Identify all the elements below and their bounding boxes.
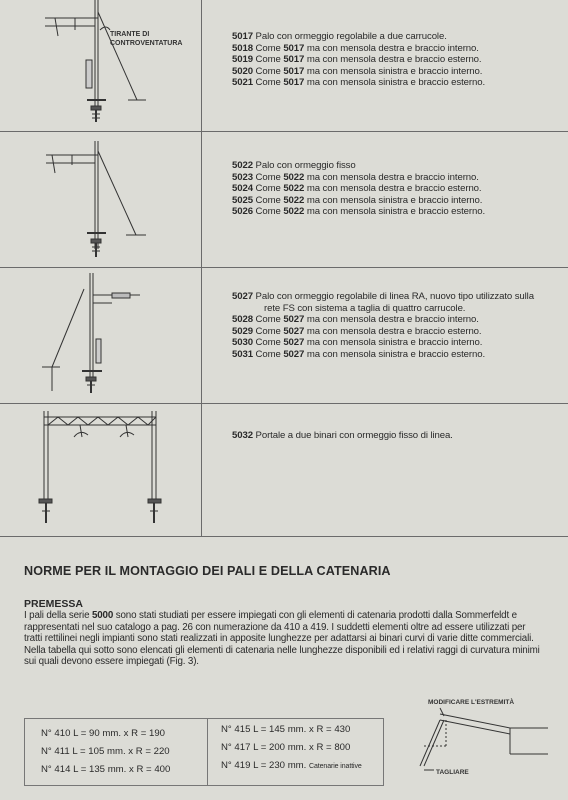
- tie-rod-caption: TIRANTE DI CONTROVENTATURA: [110, 31, 183, 47]
- table-cell: N° 410 L = 90 mm. x R = 190: [41, 728, 165, 739]
- paragraph-line: I pali della serie 5000 sono stati studiati per essere impiegati con gli elementi di catenaria prodotti dalla Sommerfeldt e: [24, 610, 517, 621]
- item-5029: 5029 Come 5027 ma con mensola destra e braccio esterno.: [232, 325, 482, 337]
- inactive-note: Catenarie inattive: [309, 763, 362, 770]
- item-5027-continued: rete FS con sistema a taglia di quattro carrucole.: [264, 302, 466, 314]
- table-divider: [207, 719, 208, 785]
- row-5017-description: [232, 31, 562, 89]
- row-divider: [0, 536, 568, 537]
- column-divider: [201, 0, 202, 536]
- figure-3: [400, 696, 560, 786]
- table-cell: N° 415 L = 145 mm. x R = 430: [221, 724, 351, 735]
- item-5017: 5017 Palo con ormeggio regolabile a due carrucole.: [232, 31, 447, 42]
- item-5020: 5020 Come 5017 ma con mensola sinistra e braccio interno.: [232, 65, 483, 77]
- portal-5032-drawing: [0, 403, 201, 536]
- table-cell: N° 411 L = 105 mm. x R = 220: [41, 746, 170, 757]
- item-5026: 5026 Come 5022 ma con mensola sinistra e braccio esterno.: [232, 206, 486, 218]
- figure-3-drawing: [400, 706, 560, 776]
- catenary-table: [24, 718, 384, 786]
- item-5031: 5031 Come 5027 ma con mensola sinistra e braccio esterno.: [232, 348, 486, 360]
- item-5032: 5032 Portale a due binari con ormeggio fisso di linea.: [232, 430, 453, 441]
- item-5023: 5023 Come 5022 ma con mensola destra e braccio interno.: [232, 171, 479, 183]
- item-5027: 5027 Palo con ormeggio regolabile di linea RA, nuovo tipo utilizzato sulla: [232, 291, 534, 302]
- paragraph-line: sui quali devono essere impiegati (Fig. 3).: [24, 656, 199, 668]
- item-5019: 5019 Come 5017 ma con mensola destra e braccio esterno.: [232, 54, 482, 66]
- row-5022-description: [232, 160, 562, 218]
- row-5032-description: [232, 430, 562, 442]
- figure-label-bottom: TAGLIARE: [436, 769, 469, 776]
- item-5025: 5025 Come 5022 ma con mensola sinistra e braccio interno.: [232, 194, 483, 206]
- table-cell: N° 417 L = 200 mm. x R = 800: [221, 742, 351, 753]
- premessa-paragraph: [24, 610, 559, 668]
- figure-label-top: MODIFICARE L'ESTREMITÀ: [428, 699, 515, 706]
- item-5030: 5030 Come 5027 ma con mensola sinistra e braccio interno.: [232, 337, 483, 349]
- premessa-title: PREMESSA: [24, 598, 83, 610]
- paragraph-line: rappresentati nel suo catalogo a pag. 26 con numerazione da 410 a 419. I suddetti elementi oltre ad essere utilizzati per: [24, 621, 526, 633]
- item-5024: 5024 Come 5022 ma con mensola destra e braccio esterno.: [232, 183, 482, 195]
- section-title: NORME PER IL MONTAGGIO DEI PALI E DELLA CATENARIA: [24, 564, 391, 578]
- pole-5027-drawing: [0, 267, 201, 403]
- item-5018: 5018 Come 5017 ma con mensola destra e braccio interno.: [232, 42, 479, 54]
- pole-5022-drawing: [0, 131, 201, 267]
- item-5028: 5028 Come 5027 ma con mensola destra e braccio interno.: [232, 314, 479, 326]
- item-5021: 5021 Come 5017 ma con mensola sinistra e braccio esterno.: [232, 77, 486, 89]
- table-cell: N° 419 L = 230 mm. Catenarie inattive: [221, 760, 362, 771]
- row-5027-description: [232, 291, 562, 361]
- paragraph-line: tratti rettilinei negli impianti sono stati realizzati in apposite lunghezze per adattarsi ai binari curvi di varie ditte commerciali.: [24, 633, 534, 645]
- pole-5017-drawing: [0, 0, 201, 131]
- table-cell: N° 414 L = 135 mm. x R = 400: [41, 764, 171, 775]
- paragraph-line: Nella tabella qui sotto sono elencati gli elementi di catenaria nelle lunghezze disponibili ed i relativi raggi di curvatura minimi: [24, 644, 540, 656]
- item-5022: 5022 Palo con ormeggio fisso: [232, 160, 356, 171]
